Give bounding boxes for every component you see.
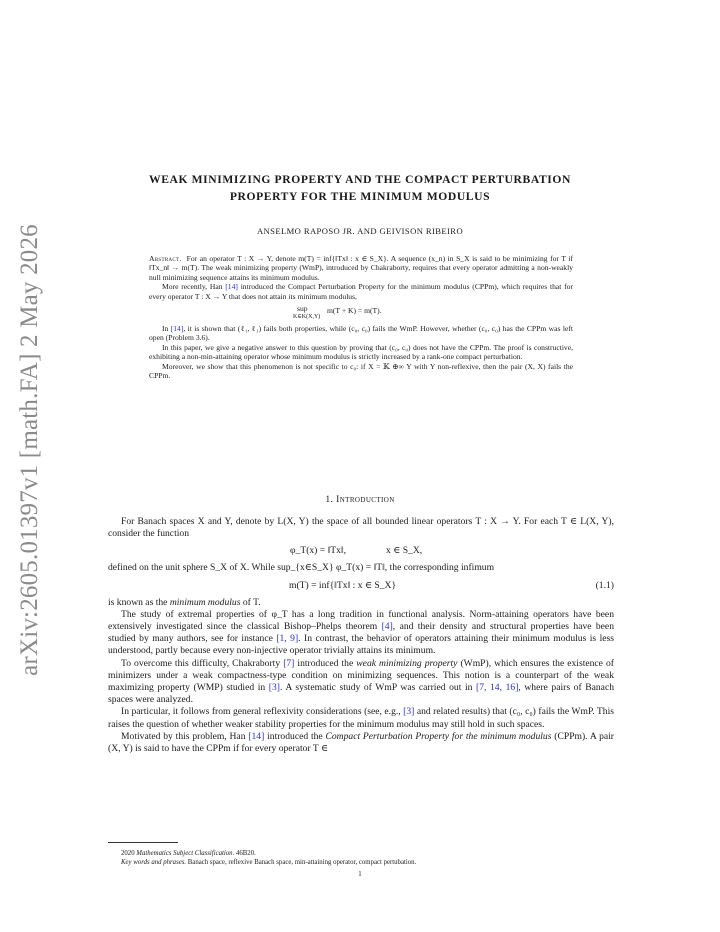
citation-link[interactable]: [14] [225, 282, 238, 292]
citation-link[interactable]: [1, 9] [276, 633, 299, 645]
display-equation-2 [108, 575, 614, 597]
text-run: of T. [240, 596, 261, 608]
emphasis: weak minimizing property [356, 657, 458, 669]
abstract-paragraph-5: Moreover, we show that this phenomenon is not specific to c₀: if X = 𝕂 ⊕∞ Y with Y non-reflexive, then the pair (X, X) fails the CPPm. [149, 361, 573, 381]
abstract-paragraph-4: In this paper, we give a negative answer to this question by proving that (c₀, c₀) does not have the CPPm. The proof is constructive, exhibiting a non-min-attaining operator whose minimum modulus is strictly increased by a rank-one compact perturbation. [149, 342, 573, 362]
equation-right: x ∈ S_X, [386, 545, 423, 557]
text-run: , and their density and structural properties have been studied by many authors, see for instance [108, 621, 614, 645]
body-paragraph-4 [108, 609, 614, 658]
text-run: In particular, it follows from general reflexivity considerations (see, e.g., [121, 706, 404, 718]
body-paragraph-1: For Banach spaces X and Y, denote by L(X, Y) the space of all bounded linear operators T : X → Y. For each T ∈ L(X, Y), consider the function [108, 516, 614, 540]
abstract-paragraph-1 [149, 254, 573, 282]
text-run: 46B20. [234, 850, 256, 857]
citation-link[interactable]: [4] [381, 621, 393, 633]
footnote-rule [108, 842, 178, 843]
text-run: To overcome this difficulty, Chakraborty [121, 657, 284, 669]
text-run: introduced the [294, 657, 357, 669]
body-paragraph-6 [108, 706, 614, 730]
citation-link[interactable]: [7] [283, 657, 295, 669]
author-list: ANSELMO RAPOSO JR. AND GEIVISON RIBEIRO [256, 226, 464, 236]
citation-link[interactable]: [14] [248, 730, 265, 742]
title-line-2: PROPERTY FOR THE MINIMUM MODULUS [229, 190, 491, 203]
text-run: The study of extremal properties of φ_T has a long tradition in functional analysis. Norm-attaining operators have been extensively investigated since the classical Bishop–Phelps theorem [108, 608, 614, 633]
body-paragraph-2: defined on the unit sphere S_X of X. While sup_{x∈S_X} φ_T(x) = ‖T‖, the corresponding infimum [108, 562, 495, 574]
body-text [108, 516, 614, 755]
arxiv-identifier: arXiv:2605.01397v1 [math.FA] 2 May 2026 [16, 224, 43, 676]
abstract [149, 254, 573, 380]
equation-left: φ_T(x) = ‖Tx‖, [290, 545, 347, 557]
abstract-display-equation [149, 304, 573, 322]
text-run: and related results) that (c₀, c₀) fails the WmP. This raises the question of whether weaker stability properties for the minimum modulus may still hold in such spaces. [108, 706, 614, 730]
equation-body: m(T) = inf{‖Tx‖ : x ∈ S_X} [289, 579, 397, 591]
text-run: introduced the [264, 730, 326, 742]
arxiv-sidebar [0, 224, 60, 676]
text-run: Banach space, reflexive Banach space, min-attaining operator, compact pertubation. [186, 859, 417, 866]
footnotes [121, 849, 621, 867]
text-run: (WmP), which ensures the existence of minimizers under a weak compactness-type condition on minimizing sequences. This notion is a counterpart of the weak maximizing property (WMP) studied in [108, 657, 614, 694]
text-run: . In contrast, the behavior of operators attaining their minimum modulus is less understood, partly because every non-injective operator trivially attains its minimum. [108, 633, 615, 657]
paper-title [100, 171, 620, 205]
citation-link[interactable]: [14] [170, 324, 184, 334]
emphasis: Compact Perturbation Property for the minimum modulus [325, 730, 552, 742]
text-run: 2020 [121, 850, 137, 857]
keywords-footnote [121, 858, 621, 867]
body-paragraph-5 [108, 658, 614, 707]
sup-subscript: K∈K(X,Y) [293, 314, 321, 321]
body-paragraph-7 [108, 731, 614, 755]
title-line-1: WEAK MINIMIZING PROPERTY AND THE COMPACT PERTURBATION [149, 173, 571, 186]
emphasis: Mathematics Subject Classification. [136, 850, 235, 857]
body-paragraph-3 [108, 597, 614, 609]
equation-body: m(T + K) = m(T). [327, 306, 382, 316]
abstract-paragraph-3 [149, 324, 573, 343]
abstract-paragraph-2 [149, 282, 573, 301]
text-run: . A systematic study of WmP was carried out in [279, 682, 477, 694]
sup-operator: sup [297, 304, 308, 314]
abstract-text-3a: In [162, 324, 171, 334]
display-equation-1 [108, 540, 614, 562]
abstract-text-3b: , it is shown that (ℓ₁, ℓ₁) fails both properties, while (c₀, c₀) fails the WmP. However, whether (c₀, c₀) has the CPPm was left open (Problem 3.6). [149, 324, 573, 343]
text-run: (CPPm). A pair (X, Y) is said to have the CPPm if for every operator T ∈ [108, 730, 614, 755]
abstract-text-1: For an operator T : X → Y, denote m(T) = inf{‖Tx‖ : x ∈ S_X}. A sequence (x_n) in S_X is said to be minimizing for T if ‖Tx_n‖ → m(T). The weak minimizing property (WmP), introduced by Chakraborty, requires that every operator admitting a non-weakly null minimizing sequence attains its minimum modulus. [149, 254, 573, 282]
citation-link[interactable]: [3] [403, 706, 415, 718]
abstract-label: Abstract. [149, 254, 182, 263]
text-run: is known as the [108, 596, 170, 608]
msc-footnote [121, 849, 621, 858]
abstract-text-2a: More recently, Han [162, 282, 226, 292]
abstract-text-2b: introduced the Compact Perturbation Property for the minimum modulus (CPPm), which requires that for every operator T : X → Y that does not attain its minimum modulus, [149, 282, 573, 301]
section-heading: 1. Introduction [325, 494, 395, 505]
text-run: Motivated by this problem, Han [121, 730, 249, 742]
citation-link[interactable]: [3] [268, 682, 280, 694]
text-run: , where pairs of Banach spaces were analyzed. [108, 682, 615, 706]
emphasis: Key words and phrases. [121, 859, 187, 866]
emphasis: minimum modulus [169, 596, 241, 608]
equation-number: (1.1) [595, 579, 614, 591]
citation-link[interactable]: [7, 14, 16] [476, 682, 519, 694]
page-number: 1 [358, 871, 362, 878]
